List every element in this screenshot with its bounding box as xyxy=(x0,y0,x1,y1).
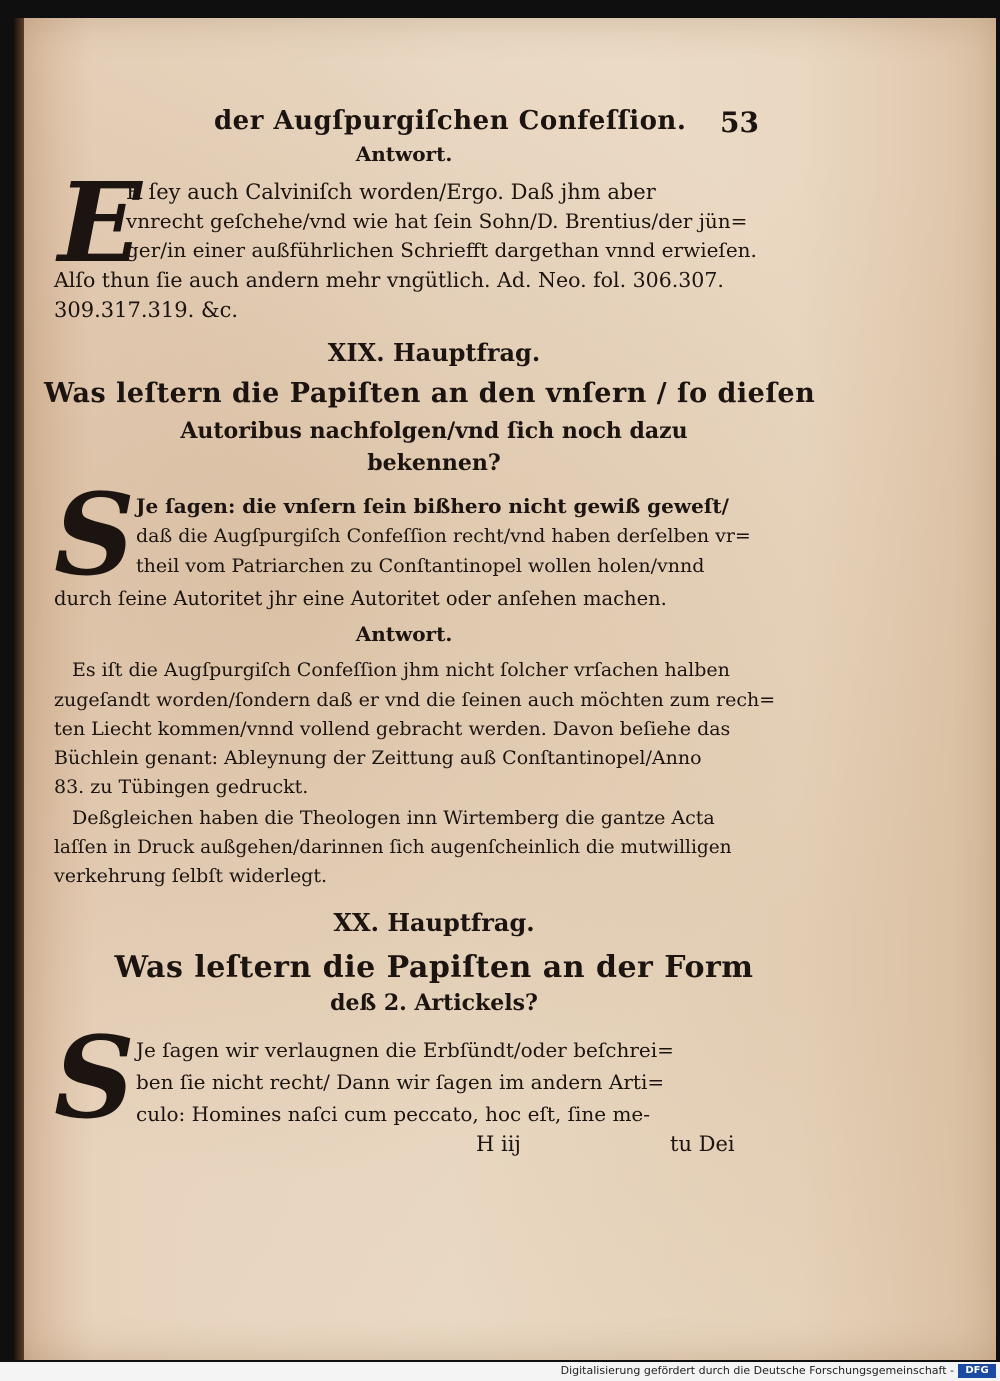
section-heading: Was leſtern die Papiſten an den vnſern / ſo dieſen xyxy=(44,378,816,409)
section-heading: bekennen? xyxy=(367,450,501,476)
section-heading: Was leſtern die Papiſten an der Form xyxy=(114,950,754,985)
paragraph-line: ten Liecht kommen/vnnd vollend gebracht werden. Davon beſiehe das xyxy=(54,718,731,740)
dfg-logo: DFG xyxy=(958,1364,996,1378)
paragraph-line: Alſo thun ſie auch andern mehr vngütlich. Ad. Neo. fol. 306.307. xyxy=(54,268,724,292)
section-heading: Autoribus nachfolgen/vnd ſich noch dazu xyxy=(180,418,688,444)
paragraph-line: zugeſandt worden/ſondern daß er vnd die ſeinen auch möchten zum rech= xyxy=(54,689,776,711)
book-spine xyxy=(14,18,24,1360)
page-number: 53 xyxy=(720,106,759,139)
signature-mark: H iij xyxy=(476,1132,521,1156)
section-title-xx: XX. Hauptfrag. xyxy=(333,908,535,937)
paragraph-line: 83. zu Tübingen gedruckt. xyxy=(54,776,309,798)
answer-label: Antwort. xyxy=(355,142,453,166)
paragraph-line: daß die Augſpurgiſch Confeſſion recht/vnd haben derſelben vr= xyxy=(136,525,751,547)
section-heading: deß 2. Artickels? xyxy=(330,990,538,1016)
decorated-initial-s: S xyxy=(54,1013,135,1144)
decorated-initial-e: E xyxy=(58,158,142,287)
paragraph-line: Je ſagen wir verlaugnen die Erbſündt/oder beſchrei= xyxy=(136,1038,674,1062)
paragraph-line: Je ſagen: die vnſern ſein bißhero nicht gewiß geweſt/ xyxy=(136,494,729,518)
catchword: tu Dei xyxy=(670,1132,735,1156)
paragraph-line: verkehrung ſelbſt widerlegt. xyxy=(54,865,328,887)
running-header: der Augſpurgiſchen Confeſſion. xyxy=(214,106,687,136)
paragraph-line: durch ſeine Autoritet jhr eine Autoritet oder anſehen machen. xyxy=(54,587,667,610)
footer-credit: Digitalisierung gefördert durch die Deutsche Forschungsgemeinschaft - xyxy=(560,1364,954,1377)
paragraph-line: laſſen in Druck außgehen/darinnen ſich augenſcheinlich die mutwilligen xyxy=(54,837,732,858)
paragraph-line: Es iſt die Augſpurgiſch Confeſſion jhm nicht ſolcher vrſachen halben xyxy=(72,659,730,681)
paragraph-line: ger/in einer außführlichen Schriefft dargethan vnnd erwieſen. xyxy=(126,238,757,262)
paragraph-line: culo: Homines naſci cum peccato, hoc eſt, ſine me- xyxy=(136,1102,651,1126)
decorated-initial-s: S xyxy=(54,470,135,601)
book-page xyxy=(14,18,996,1360)
footer-bar xyxy=(0,1362,1000,1381)
paragraph-line: 309.317.319. &c. xyxy=(54,298,239,322)
paragraph-line: R ſey auch Calviniſch worden/Ergo. Daß jhm aber xyxy=(126,180,656,204)
paragraph-line: theil vom Patriarchen zu Conſtantinopel wollen holen/vnnd xyxy=(136,555,705,577)
answer-label: Antwort. xyxy=(355,622,453,646)
paragraph-line: Deßgleichen haben die Theologen inn Wirtemberg die gantze Acta xyxy=(72,807,715,829)
paragraph-line: Büchlein genant: Ablеynung der Zeittung auß Conſtantinopel/Anno xyxy=(54,747,702,769)
paragraph-line: ben ſie nicht recht/ Dann wir ſagen im andern Arti= xyxy=(136,1070,665,1094)
paragraph-line: vnrecht geſchehe/vnd wie hat ſein Sohn/D. Brentius/der jün= xyxy=(126,209,748,233)
section-title-xix: XIX. Hauptfrag. xyxy=(327,338,541,367)
